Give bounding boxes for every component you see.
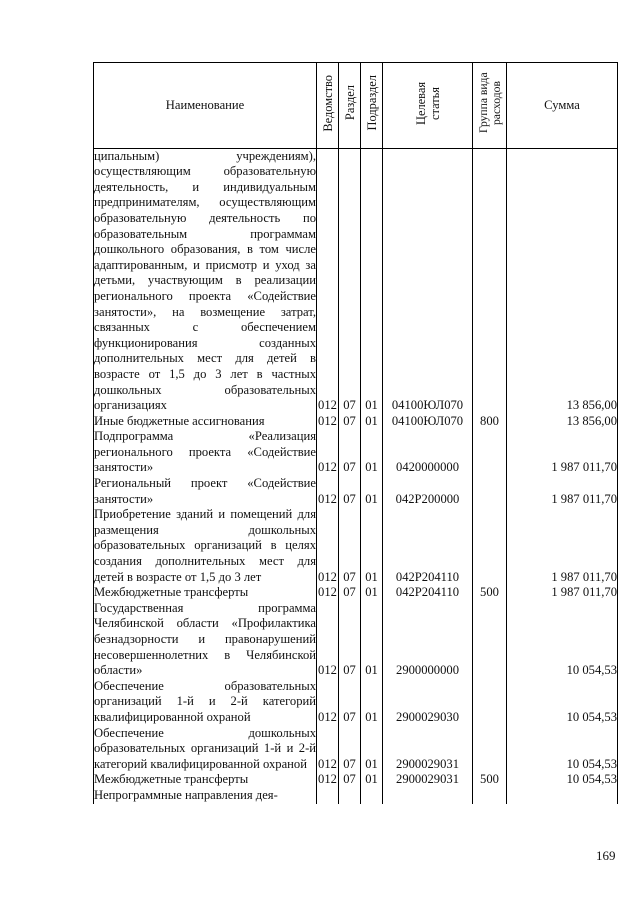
- row-dept: 012: [317, 148, 339, 414]
- row-sum: 13 856,00: [507, 148, 618, 414]
- row-name: Межбюджетные трансферты: [94, 772, 317, 788]
- row-target: 04100ЮЛ070: [383, 148, 473, 414]
- row-dept: 012: [317, 726, 339, 773]
- table-row: [94, 679, 618, 726]
- row-dept: 012: [317, 601, 339, 679]
- table-row: [94, 476, 618, 507]
- row-section: 07: [339, 429, 361, 476]
- row-target: 042P204110: [383, 585, 473, 601]
- row-name: ципальным) учреждениям), осуществляющим образовательную деятельность, и индивидуальным предпринимателям, осуществляющим образовательную деятельность по образовательным программам дошкольного образования, в том числе адаптированным, и присмотр и уход за детьми, участвующим в реализации регионального проекта «Содействие занятости», на возмещение затрат, связанных с обеспечением функционирования созданных дополнительных мест для детей в возрасте от 1,5 до 3 лет в частных дошкольных образовательных организациях: [94, 148, 316, 413]
- header-group: Группа вида расходов: [473, 63, 507, 149]
- row-dept: 012: [317, 429, 339, 476]
- table-row: [94, 788, 618, 804]
- row-target: 2900029030: [383, 679, 473, 726]
- table-row: [94, 414, 618, 430]
- row-dept: 012: [317, 476, 339, 507]
- row-subsection: 01: [361, 414, 383, 430]
- row-target: [383, 788, 473, 804]
- row-target: 2900029031: [383, 726, 473, 773]
- header-name: Наименование: [94, 63, 317, 149]
- header-dept: Ведомство: [317, 63, 339, 149]
- row-group: [473, 679, 507, 726]
- row-name: Подпрограмма «Реализация регионального проекта «Содействие занятости»: [94, 429, 316, 475]
- row-dept: [317, 788, 339, 804]
- row-group: [473, 148, 507, 414]
- row-sum: [507, 788, 618, 804]
- row-dept: 012: [318, 772, 337, 787]
- row-sum: 1 987 011,70: [507, 585, 618, 601]
- row-name: Региональный проект «Содействие занятости»: [94, 476, 316, 506]
- row-section: 07: [339, 476, 361, 507]
- table-row: [94, 148, 618, 414]
- row-group: 500: [473, 772, 507, 788]
- row-subsection: 01: [361, 726, 383, 773]
- row-group: [473, 726, 507, 773]
- row-group: [473, 507, 507, 585]
- row-name: Межбюджетные трансферты: [94, 585, 317, 601]
- row-name: Непрограммные направления дея-: [94, 788, 317, 804]
- row-target: 042P200000: [383, 476, 473, 507]
- row-name: Приобретение зданий и помещений для размещения дошкольных образовательных организаций в целях создания дополнительных мест для детей в возрасте от 1,5 до 3 лет: [94, 507, 316, 584]
- row-group: [473, 476, 507, 507]
- row-sum: 1 987 011,70: [507, 476, 618, 507]
- row-sum: 10 054,53: [507, 772, 618, 788]
- header-target: Целевая статья: [383, 63, 473, 149]
- row-dept: 012: [317, 507, 339, 585]
- row-target: 2900000000: [383, 601, 473, 679]
- row-sum: 10 054,53: [507, 601, 618, 679]
- row-group: [473, 601, 507, 679]
- row-section: 07: [339, 148, 361, 414]
- table-row: [94, 429, 618, 476]
- row-subsection: 01: [361, 679, 383, 726]
- row-section: [339, 788, 361, 804]
- row-group: 500: [473, 585, 507, 601]
- budget-table: [93, 62, 618, 804]
- row-section: 07: [339, 601, 361, 679]
- row-section: 07: [339, 772, 361, 788]
- row-subsection: 01: [361, 476, 383, 507]
- row-sum: 13 856,00: [507, 414, 618, 430]
- row-target: 0420000000: [383, 429, 473, 476]
- row-sum: 10 054,53: [507, 679, 618, 726]
- row-dept: 012: [317, 679, 339, 726]
- row-name: Государственная программа Челябинской области «Профилактика безнадзорности и правонарушений несовершеннолетних в Челябинской области»: [94, 600, 316, 678]
- row-dept: 012: [318, 413, 337, 428]
- row-section: 07: [339, 585, 361, 601]
- header-subsection: Подраздел: [361, 63, 383, 149]
- table-row: [94, 585, 618, 601]
- row-sum: 10 054,53: [507, 726, 618, 773]
- row-subsection: 01: [361, 507, 383, 585]
- row-subsection: 01: [361, 772, 383, 788]
- row-section: 07: [339, 507, 361, 585]
- row-name: Обеспечение образовательных организаций 1-й и 2-й категорий квалифицированной охраной: [94, 678, 316, 724]
- table-row: [94, 772, 618, 788]
- row-sum: 1 987 011,70: [507, 507, 618, 585]
- row-section: 07: [339, 679, 361, 726]
- row-subsection: 01: [361, 148, 383, 414]
- row-group: 800: [473, 414, 507, 430]
- row-subsection: 01: [361, 429, 383, 476]
- row-section: 07: [339, 726, 361, 773]
- header-sum: Сумма: [507, 63, 618, 149]
- row-dept: 012: [318, 585, 337, 600]
- page-number: 169: [596, 848, 616, 863]
- row-subsection: 01: [361, 585, 383, 601]
- row-name: Обеспечение дошкольных образовательных организаций 1-й и 2-й категорий квалифицированной охраной: [94, 725, 316, 771]
- row-section: 07: [339, 414, 361, 430]
- row-sum: 1 987 011,70: [507, 429, 618, 476]
- row-target: 2900029031: [383, 772, 473, 788]
- row-group: [473, 429, 507, 476]
- row-subsection: 01: [361, 601, 383, 679]
- row-group: [473, 788, 507, 804]
- header-section: Раздел: [339, 63, 361, 149]
- row-name: Иные бюджетные ассигнования: [94, 414, 317, 430]
- row-subsection: [361, 788, 383, 804]
- row-target: 042P204110: [383, 507, 473, 585]
- table-row: [94, 507, 618, 585]
- row-target: 04100ЮЛ070: [383, 414, 473, 430]
- table-row: [94, 601, 618, 679]
- table-header-row: [94, 63, 618, 149]
- table-row: [94, 726, 618, 773]
